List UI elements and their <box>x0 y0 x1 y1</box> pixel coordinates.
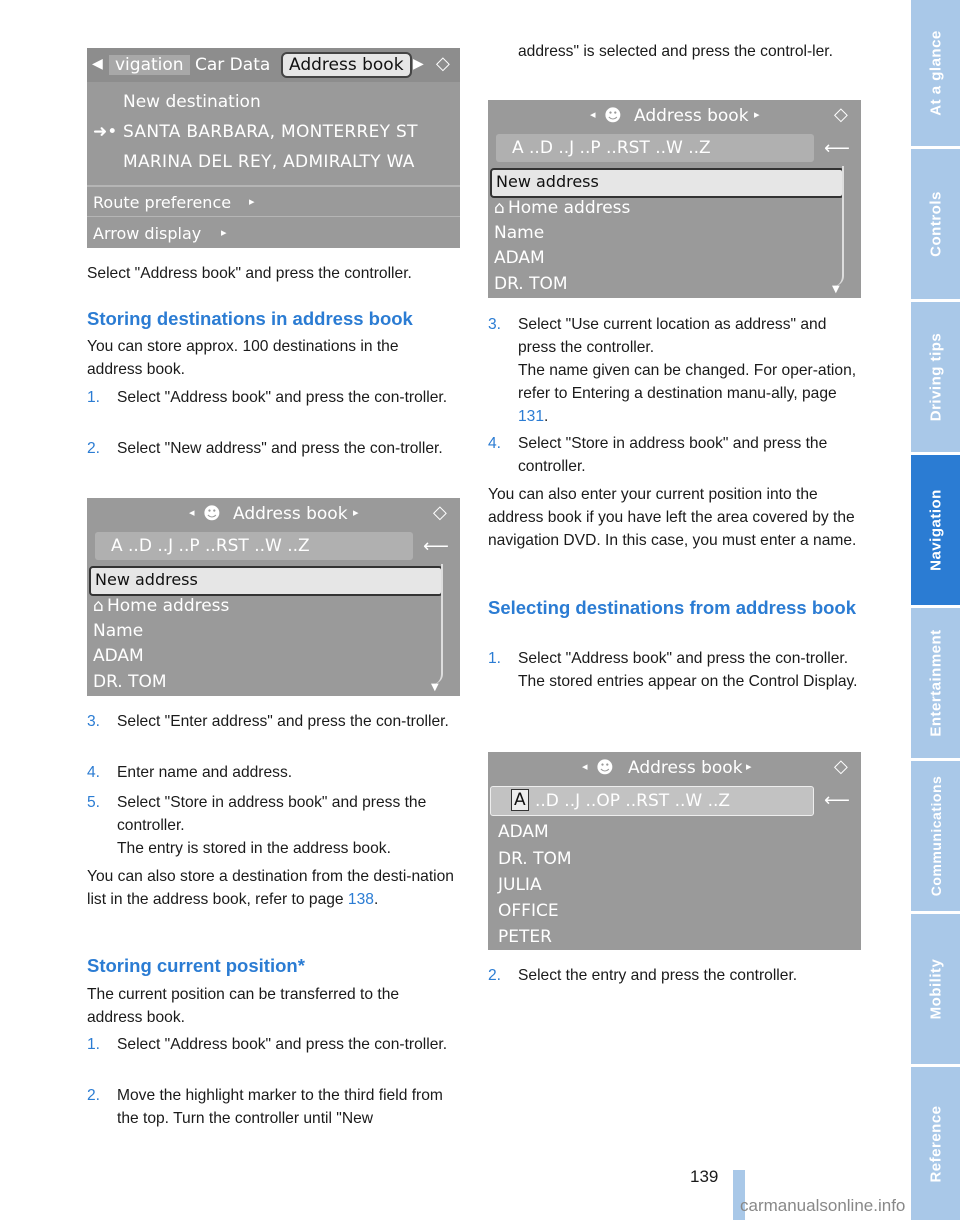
page-link[interactable]: 138 <box>347 891 374 908</box>
back-arrow-icon[interactable]: ⟵ <box>423 536 449 557</box>
chevron-right-icon: ▸ <box>249 195 255 208</box>
contacts-icon: ☻ <box>596 758 614 778</box>
address-book-list-screen <box>488 752 874 950</box>
list-item[interactable]: ADAM <box>494 248 545 268</box>
step-text: Select "Address book" and press the con-troller. <box>518 650 849 667</box>
tab-controls[interactable]: Controls <box>911 149 960 299</box>
screen-title: Address book <box>628 758 743 778</box>
list-item[interactable]: Name <box>93 621 144 641</box>
right-arrow-icon: ▸ <box>754 108 760 121</box>
controller-icon: ◇ <box>436 53 450 74</box>
alphabet-selector[interactable]: A ..D ..J ..P ..RST ..W ..Z <box>95 532 413 560</box>
address-book-screen <box>87 498 473 696</box>
list-item[interactable]: PETER <box>498 927 552 947</box>
controller-icon: ◇ <box>834 104 848 125</box>
list-item[interactable]: OFFICE <box>498 901 559 921</box>
scrollbar[interactable] <box>828 166 844 286</box>
alphabet-letter-selected[interactable]: A <box>511 789 529 811</box>
list-item[interactable]: ADAM <box>498 822 549 842</box>
back-arrow-icon[interactable]: ⟵ <box>824 790 850 811</box>
step-text: Move the highlight marker to the third field from the top. Turn the controller until "New <box>117 1087 443 1127</box>
page-number: 139 <box>690 1167 719 1186</box>
home-icon: ⌂ <box>494 198 505 218</box>
home-icon: ⌂ <box>93 596 104 616</box>
instruction-text: Select "Address book" and press the controller. <box>87 265 412 282</box>
step-text: The name given can be changed. For oper-ation, refer to Entering a destination manu-ally, page <box>518 362 857 402</box>
right-arrow-icon: ▸ <box>746 760 752 773</box>
heading-storing-current-position: Storing current position* <box>87 955 305 976</box>
chevron-down-icon: ▼ <box>832 284 840 295</box>
left-arrow-icon: ◀ <box>92 56 103 72</box>
paragraph: You can also store a destination from the desti-nation list in the address book, refer to page 138. <box>87 868 454 908</box>
paragraph: You can store approx. 100 destinations in the address book. <box>87 338 399 378</box>
list-item[interactable]: DR. TOM <box>93 672 167 692</box>
tab-communications[interactable]: Communications <box>911 761 960 911</box>
menu-item-arrow-display[interactable]: Arrow display <box>93 224 202 243</box>
list-item-new-address[interactable]: New address <box>89 566 443 596</box>
step-text: Select the entry and press the controller. <box>518 967 798 984</box>
step-text: Select "Store in address book" and press the controller. <box>117 794 427 834</box>
tab-car-data[interactable]: Car Data <box>195 55 271 75</box>
list-item[interactable]: Home address <box>508 198 631 218</box>
menu-item-route-preference[interactable]: Route preference <box>93 193 232 212</box>
list-item[interactable]: Home address <box>107 596 230 616</box>
page-link[interactable]: 131 <box>518 408 545 425</box>
step-text: Select "Store in address book" and press the controller. <box>518 435 828 475</box>
tab-mobility[interactable]: Mobility <box>911 914 960 1064</box>
heading-storing-destinations: Storing destinations in address book <box>87 308 413 329</box>
list-item[interactable]: ADAM <box>93 646 144 666</box>
list-item-new-address[interactable]: New address <box>490 168 844 198</box>
chevron-right-icon: ▸ <box>221 226 227 239</box>
left-arrow-icon: ◂ <box>590 108 596 121</box>
step-text: Select "Address book" and press the con-troller. <box>117 1036 448 1053</box>
list-item[interactable]: DR. TOM <box>498 849 572 869</box>
heading-selecting-destinations: Selecting destinations from address book <box>488 597 857 618</box>
scrollbar[interactable] <box>427 564 443 684</box>
paragraph: You can also enter your current position into the address book if you have left the area covered by the navigation DVD. In this case, you must enter a name. <box>488 486 857 549</box>
tab-navigation[interactable]: vigation <box>109 55 190 75</box>
list-item[interactable]: New destination <box>123 92 261 112</box>
step-text: Select "New address" and press the con-troller. <box>117 440 443 457</box>
controller-icon: ◇ <box>433 502 447 523</box>
alphabet-selector[interactable]: A ..D ..J ..OP ..RST ..W ..Z <box>490 786 814 816</box>
left-arrow-icon: ◂ <box>582 760 588 773</box>
list-item[interactable]: SANTA BARBARA, MONTERREY ST <box>123 122 418 142</box>
step-text: Enter name and address. <box>117 764 293 781</box>
contacts-icon: ☻ <box>203 504 221 524</box>
back-arrow-icon[interactable]: ⟵ <box>824 138 850 159</box>
step-text: Select "Address book" and press the con-troller. <box>117 389 448 406</box>
list-item[interactable]: JULIA <box>498 875 542 895</box>
tab-entertainment[interactable]: Entertainment <box>911 608 960 758</box>
tab-navigation[interactable]: Navigation <box>911 455 960 605</box>
step-text: Select "Enter address" and press the con-troller. <box>117 713 449 730</box>
step-text: The stored entries appear on the Control Display. <box>518 673 858 690</box>
tab-driving-tips[interactable]: Driving tips <box>911 302 960 452</box>
right-arrow-icon: ▶ <box>413 56 424 72</box>
screen-title: Address book <box>233 504 348 524</box>
step-text: Select "Use current location as address" and press the controller. <box>518 316 827 356</box>
left-arrow-icon: ◂ <box>189 506 195 519</box>
chapter-sidebar <box>911 0 960 1220</box>
address-book-screen <box>488 100 874 298</box>
step-text: The entry is stored in the address book. <box>117 840 391 857</box>
right-arrow-icon: ▸ <box>353 506 359 519</box>
contacts-icon: ☻ <box>604 106 622 126</box>
controller-icon: ◇ <box>834 756 848 777</box>
alphabet-selector[interactable]: A ..D ..J ..P ..RST ..W ..Z <box>496 134 814 162</box>
paragraph: The current position can be transferred to the address book. <box>87 986 400 1026</box>
arrow-icon: ➜• <box>93 122 118 142</box>
tab-reference[interactable]: Reference <box>911 1067 960 1220</box>
paragraph: address" is selected and press the control-ler. <box>518 43 833 60</box>
list-item[interactable]: Name <box>494 223 545 243</box>
nav-menu-screen <box>87 48 473 248</box>
screen-title: Address book <box>634 106 749 126</box>
list-item[interactable]: DR. TOM <box>494 274 568 294</box>
chevron-down-icon: ▼ <box>431 682 439 693</box>
tab-at-a-glance[interactable]: At a glance <box>911 0 960 146</box>
tab-address-book[interactable]: Address book <box>281 52 412 78</box>
screen-tab-bar <box>87 48 460 82</box>
list-item[interactable]: MARINA DEL REY, ADMIRALTY WA <box>123 152 415 172</box>
footer-watermark: carmanualsonline.info <box>740 1196 906 1215</box>
